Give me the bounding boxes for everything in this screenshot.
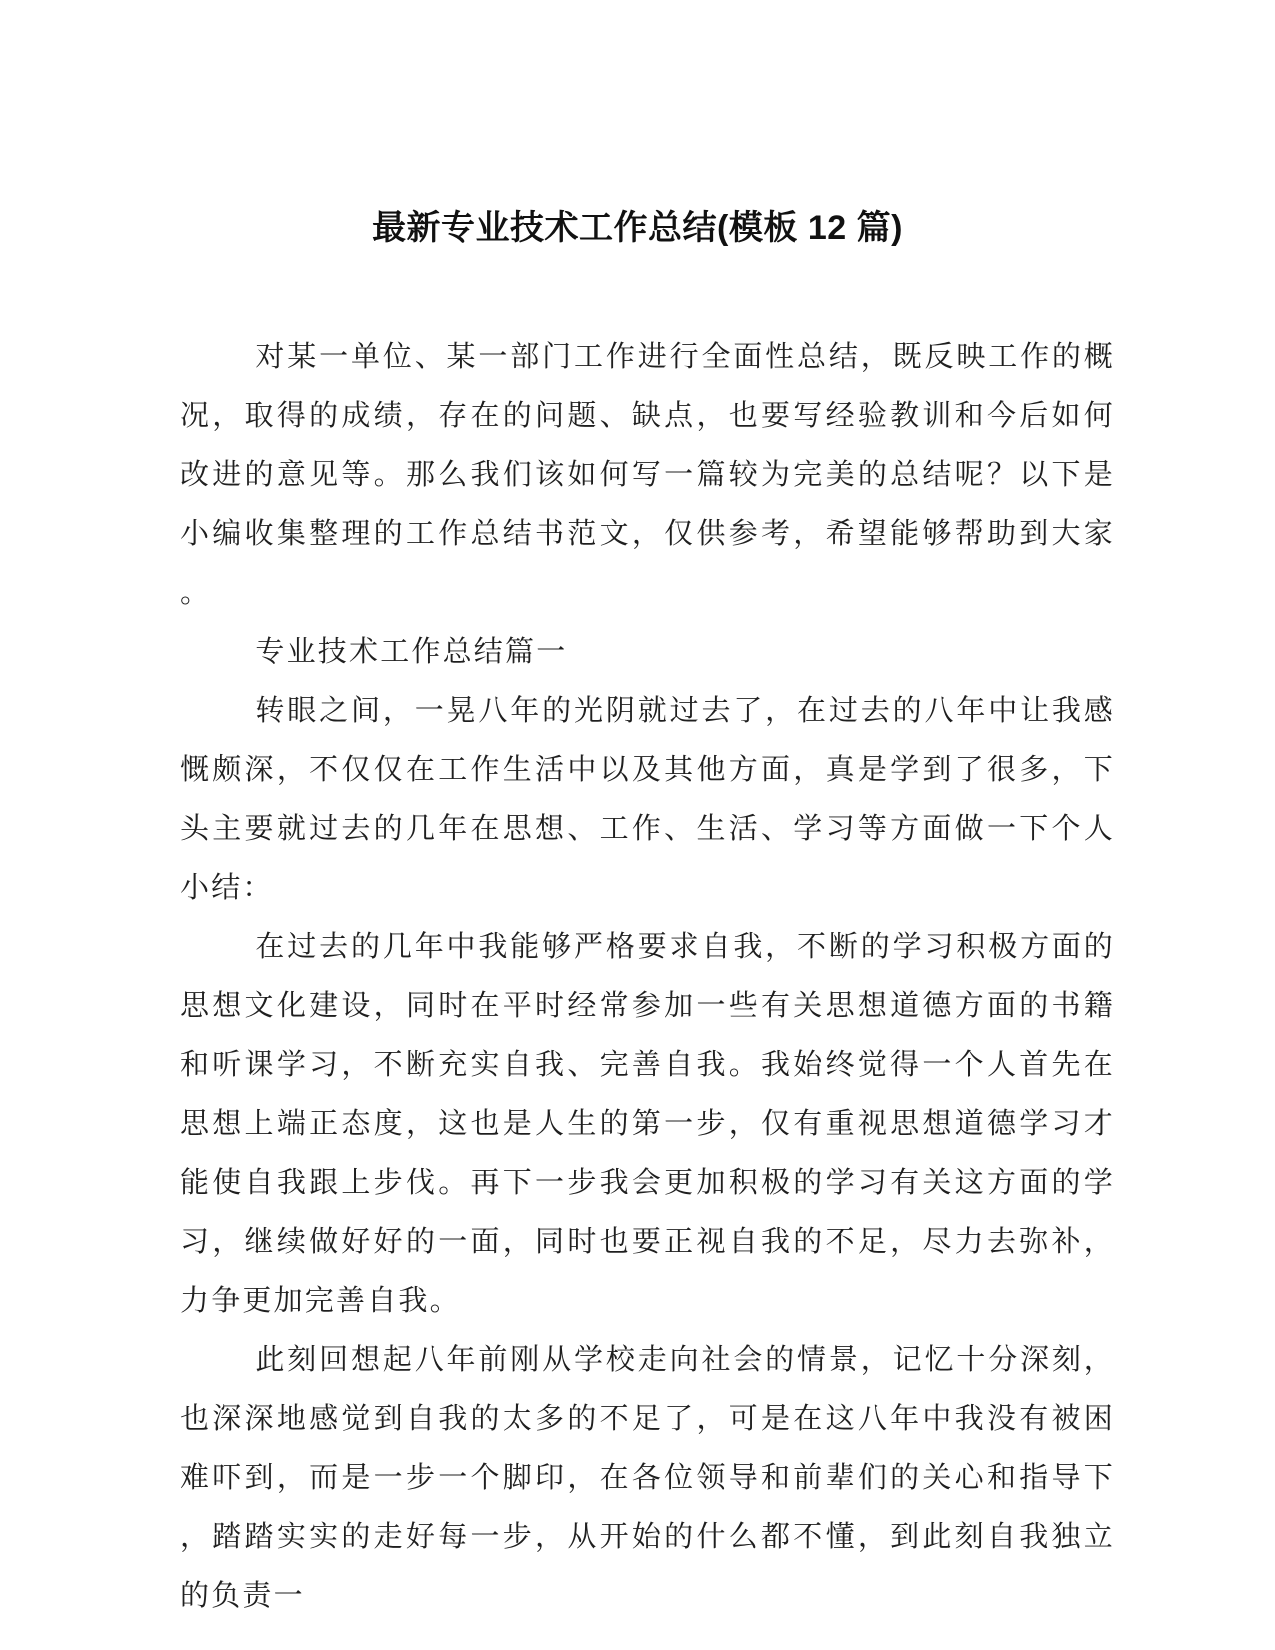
document-title: 最新专业技术工作总结(模板 12 篇) (372, 209, 903, 247)
section-heading-part-one: 专业技术工作总结篇一 (255, 636, 568, 668)
paragraph-intro: 对某一单位、某一部门工作进行全面性总结，既反映工作的概况，取得的成绩，存在的问题、缺点，也要写经验教训和今后如何改进的意见等。那么我们该如何写一篇较为完美的总结呢？以下是小编收集整理的工作总结书范文，仅供参考，希望能够帮助到大家。 (180, 341, 1115, 609)
document-body (180, 328, 1115, 1626)
paragraph-recollection: 此刻回想起八年前刚从学校走向社会的情景，记忆十分深刻，也深深地感觉到自我的太多的不足了，可是在这八年中我没有被困难吓到，而是一步一个脚印，在各位领导和前辈们的关心和指导下，踏踏实实的走好每一步，从开始的什么都不懂，到此刻自我独立的负责一 (180, 1344, 1115, 1612)
paragraph-ideology: 在过去的几年中我能够严格要求自我，不断的学习积极方面的思想文化建设，同时在平时经常参加一些有关思想道德方面的书籍和听课学习，不断充实自我、完善自我。我始终觉得一个人首先在思想上端正态度，这也是人生的第一步，仅有重视思想道德学习才能使自我跟上步伐。再下一步我会更加积极的学习有关这方面的学习，继续做好好的一面，同时也要正视自我的不足，尽力去弥补，力争更加完善自我。 (180, 931, 1115, 1317)
paragraph-overview: 转眼之间，一晃八年的光阴就过去了，在过去的八年中让我感慨颇深，不仅仅在工作生活中以及其他方面，真是学到了很多，下头主要就过去的几年在思想、工作、生活、学习等方面做一下个人小结： (180, 695, 1115, 904)
